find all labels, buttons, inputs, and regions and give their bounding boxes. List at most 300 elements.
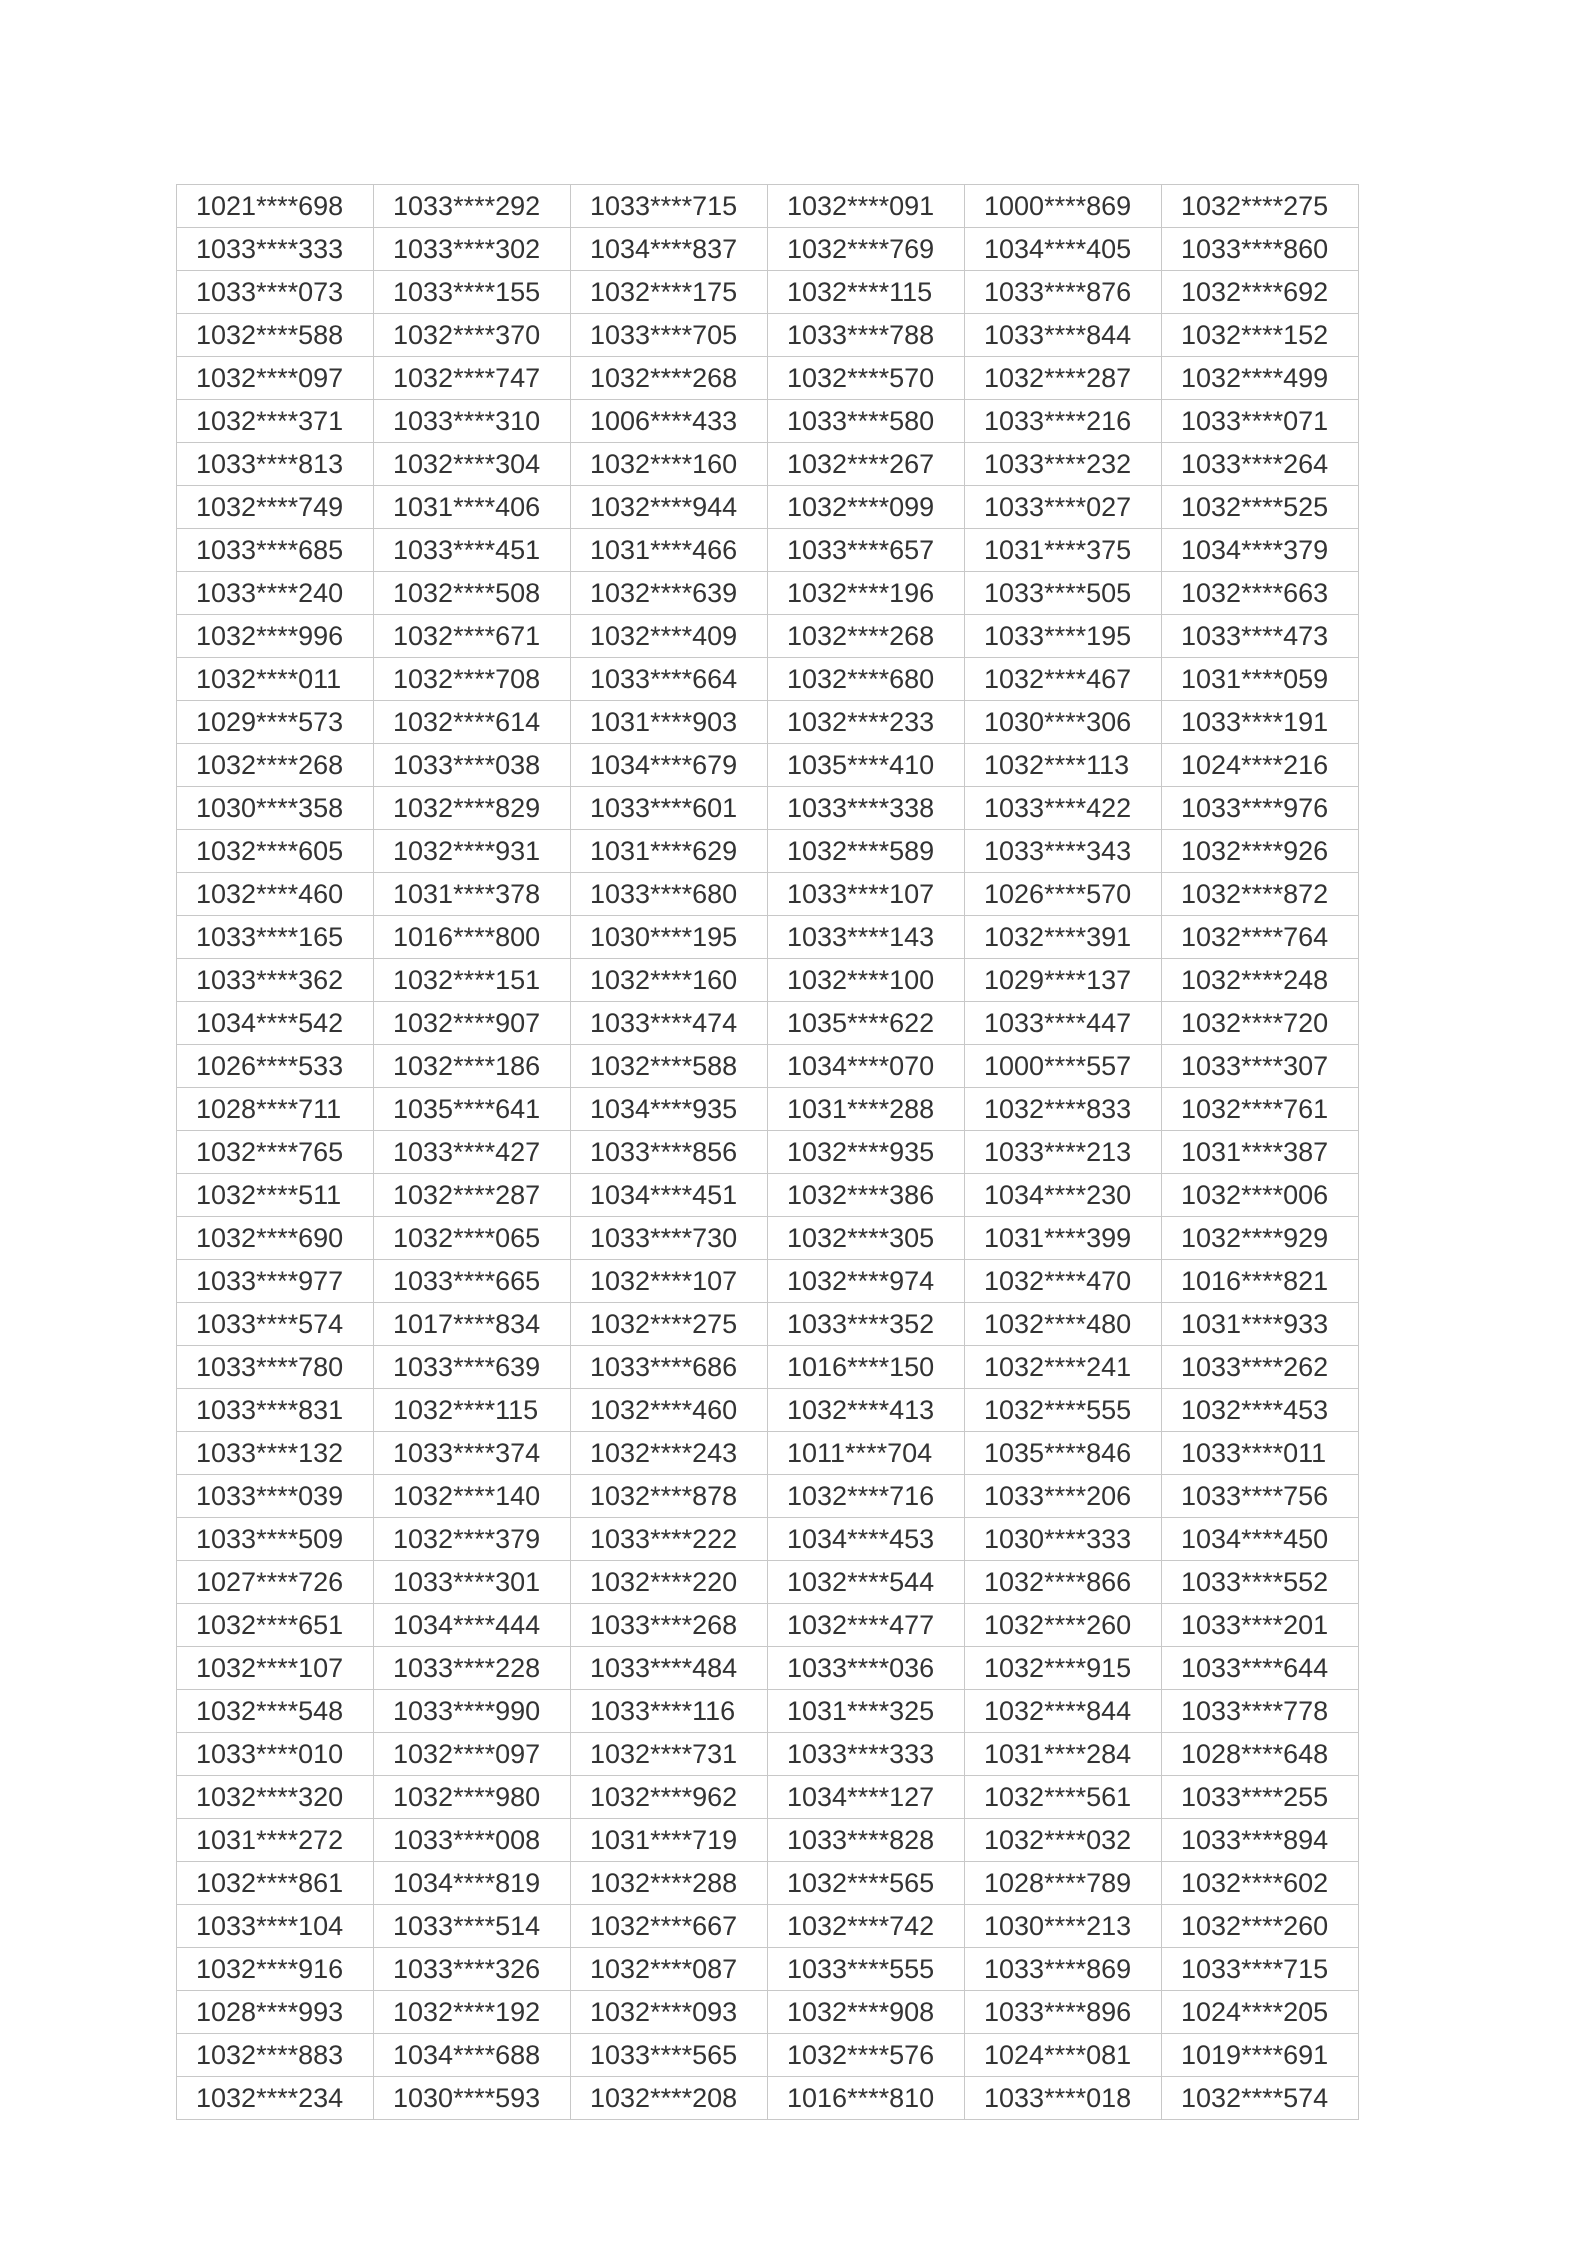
table-cell: 1032****186: [374, 1045, 571, 1088]
table-body: [177, 185, 1359, 2120]
table-row: [177, 1260, 1359, 1303]
table-cell: 1032****765: [177, 1131, 374, 1174]
table-cell: 1032****268: [177, 744, 374, 787]
table-cell: 1035****846: [965, 1432, 1162, 1475]
table-cell: 1032****639: [571, 572, 768, 615]
table-cell: 1032****996: [177, 615, 374, 658]
table-cell: 1033****451: [374, 529, 571, 572]
table-cell: 1032****671: [374, 615, 571, 658]
table-cell: 1032****208: [571, 2077, 768, 2120]
table-cell: 1033****232: [965, 443, 1162, 486]
table-cell: 1032****287: [374, 1174, 571, 1217]
table-cell: 1033****730: [571, 1217, 768, 1260]
table-row: [177, 1776, 1359, 1819]
table-cell: 1033****474: [571, 1002, 768, 1045]
table-cell: 1032****935: [768, 1131, 965, 1174]
table-cell: 1033****010: [177, 1733, 374, 1776]
table-cell: 1032****467: [965, 658, 1162, 701]
table-row: [177, 1174, 1359, 1217]
table-cell: 1032****588: [571, 1045, 768, 1088]
table-cell: 1032****275: [571, 1303, 768, 1346]
table-cell: 1033****644: [1162, 1647, 1359, 1690]
table-cell: 1031****272: [177, 1819, 374, 1862]
table-row: [177, 1862, 1359, 1905]
table-cell: 1033****447: [965, 1002, 1162, 1045]
table-row: [177, 185, 1359, 228]
table-cell: 1032****747: [374, 357, 571, 400]
table-cell: 1034****935: [571, 1088, 768, 1131]
table-cell: 1032****460: [571, 1389, 768, 1432]
table-cell: 1032****097: [374, 1733, 571, 1776]
table-cell: 1033****027: [965, 486, 1162, 529]
table-cell: 1033****565: [571, 2034, 768, 2077]
table-cell: 1033****195: [965, 615, 1162, 658]
table-row: [177, 1475, 1359, 1518]
table-cell: 1032****160: [571, 443, 768, 486]
table-cell: 1033****715: [571, 185, 768, 228]
table-cell: 1032****260: [965, 1604, 1162, 1647]
table-cell: 1032****511: [177, 1174, 374, 1217]
table-cell: 1032****099: [768, 486, 965, 529]
table-cell: 1032****908: [768, 1991, 965, 2034]
table-cell: 1033****132: [177, 1432, 374, 1475]
table-cell: 1034****451: [571, 1174, 768, 1217]
table-cell: 1031****325: [768, 1690, 965, 1733]
table-cell: 1032****690: [177, 1217, 374, 1260]
table-cell: 1033****715: [1162, 1948, 1359, 1991]
table-cell: 1033****008: [374, 1819, 571, 1862]
table-cell: 1032****151: [374, 959, 571, 1002]
table-cell: 1033****896: [965, 1991, 1162, 2034]
table-cell: 1033****705: [571, 314, 768, 357]
table-cell: 1033****307: [1162, 1045, 1359, 1088]
table-row: [177, 615, 1359, 658]
table-cell: 1016****810: [768, 2077, 965, 2120]
table-cell: 1032****931: [374, 830, 571, 873]
table-cell: 1032****680: [768, 658, 965, 701]
table-cell: 1033****352: [768, 1303, 965, 1346]
table-cell: 1033****326: [374, 1948, 571, 1991]
table-cell: 1033****976: [1162, 787, 1359, 830]
table-cell: 1032****915: [965, 1647, 1162, 1690]
table-cell: 1032****453: [1162, 1389, 1359, 1432]
table-cell: 1032****107: [177, 1647, 374, 1690]
table-row: [177, 830, 1359, 873]
table-cell: 1032****731: [571, 1733, 768, 1776]
table-row: [177, 2034, 1359, 2077]
table-cell: 1032****667: [571, 1905, 768, 1948]
table-cell: 1032****320: [177, 1776, 374, 1819]
table-cell: 1032****708: [374, 658, 571, 701]
table-row: [177, 1002, 1359, 1045]
table-cell: 1031****406: [374, 486, 571, 529]
table-row: [177, 787, 1359, 830]
table-cell: 1032****761: [1162, 1088, 1359, 1131]
table-cell: 1032****878: [571, 1475, 768, 1518]
table-cell: 1032****267: [768, 443, 965, 486]
table-cell: 1033****894: [1162, 1819, 1359, 1862]
table-cell: 1033****977: [177, 1260, 374, 1303]
table-cell: 1031****387: [1162, 1131, 1359, 1174]
table-cell: 1032****962: [571, 1776, 768, 1819]
table-cell: 1032****268: [768, 615, 965, 658]
table-cell: 1030****333: [965, 1518, 1162, 1561]
table-row: [177, 1819, 1359, 1862]
table-cell: 1033****011: [1162, 1432, 1359, 1475]
table-cell: 1033****262: [1162, 1346, 1359, 1389]
table-cell: 1031****629: [571, 830, 768, 873]
table-cell: 1033****201: [1162, 1604, 1359, 1647]
table-cell: 1032****883: [177, 2034, 374, 2077]
table-cell: 1033****206: [965, 1475, 1162, 1518]
table-cell: 1032****833: [965, 1088, 1162, 1131]
table-cell: 1033****509: [177, 1518, 374, 1561]
table-cell: 1032****548: [177, 1690, 374, 1733]
table-cell: 1032****929: [1162, 1217, 1359, 1260]
table-cell: 1033****213: [965, 1131, 1162, 1174]
table-cell: 1034****450: [1162, 1518, 1359, 1561]
table-row: [177, 1604, 1359, 1647]
table-cell: 1032****602: [1162, 1862, 1359, 1905]
table-cell: 1033****333: [177, 228, 374, 271]
table-row: [177, 314, 1359, 357]
table-cell: 1000****557: [965, 1045, 1162, 1088]
table-cell: 1033****574: [177, 1303, 374, 1346]
table-cell: 1033****036: [768, 1647, 965, 1690]
table-cell: 1029****137: [965, 959, 1162, 1002]
table-cell: 1033****039: [177, 1475, 374, 1518]
table-cell: 1016****150: [768, 1346, 965, 1389]
table-cell: 1034****819: [374, 1862, 571, 1905]
table-cell: 1024****081: [965, 2034, 1162, 2077]
table-row: [177, 916, 1359, 959]
table-row: [177, 357, 1359, 400]
table-cell: 1019****691: [1162, 2034, 1359, 2077]
table-row: [177, 1303, 1359, 1346]
table-cell: 1032****576: [768, 2034, 965, 2077]
table-cell: 1032****233: [768, 701, 965, 744]
table-cell: 1017****834: [374, 1303, 571, 1346]
table-cell: 1033****018: [965, 2077, 1162, 2120]
table-cell: 1032****413: [768, 1389, 965, 1432]
table-cell: 1033****860: [1162, 228, 1359, 271]
table-row: [177, 1217, 1359, 1260]
table-cell: 1032****032: [965, 1819, 1162, 1862]
table-cell: 1032****097: [177, 357, 374, 400]
table-cell: 1033****143: [768, 916, 965, 959]
table-cell: 1032****480: [965, 1303, 1162, 1346]
table-cell: 1031****059: [1162, 658, 1359, 701]
table-cell: 1032****614: [374, 701, 571, 744]
table-cell: 1033****778: [1162, 1690, 1359, 1733]
table-cell: 1033****580: [768, 400, 965, 443]
table-cell: 1032****248: [1162, 959, 1359, 1002]
table-row: [177, 228, 1359, 271]
table-row: [177, 1948, 1359, 1991]
table-cell: 1032****926: [1162, 830, 1359, 873]
table-cell: 1033****292: [374, 185, 571, 228]
table-cell: 1034****379: [1162, 529, 1359, 572]
table-cell: 1032****588: [177, 314, 374, 357]
table-cell: 1031****933: [1162, 1303, 1359, 1346]
table-cell: 1032****115: [768, 271, 965, 314]
table-cell: 1032****742: [768, 1905, 965, 1948]
table-cell: 1032****288: [571, 1862, 768, 1905]
table-row: [177, 959, 1359, 1002]
table-cell: 1033****116: [571, 1690, 768, 1733]
table-cell: 1031****466: [571, 529, 768, 572]
table-cell: 1031****378: [374, 873, 571, 916]
table-cell: 1033****338: [768, 787, 965, 830]
table-cell: 1034****444: [374, 1604, 571, 1647]
table-cell: 1028****789: [965, 1862, 1162, 1905]
table-cell: 1033****071: [1162, 400, 1359, 443]
table-cell: 1032****508: [374, 572, 571, 615]
table-cell: 1032****243: [571, 1432, 768, 1475]
table-cell: 1033****333: [768, 1733, 965, 1776]
table-cell: 1028****648: [1162, 1733, 1359, 1776]
table-cell: 1032****499: [1162, 357, 1359, 400]
table-cell: 1033****869: [965, 1948, 1162, 1991]
table-cell: 1033****310: [374, 400, 571, 443]
table-cell: 1031****288: [768, 1088, 965, 1131]
table-row: [177, 486, 1359, 529]
table-cell: 1032****589: [768, 830, 965, 873]
table-cell: 1032****386: [768, 1174, 965, 1217]
table-cell: 1032****769: [768, 228, 965, 271]
table-cell: 1031****284: [965, 1733, 1162, 1776]
table-cell: 1032****829: [374, 787, 571, 830]
table-cell: 1032****565: [768, 1862, 965, 1905]
table-cell: 1011****704: [768, 1432, 965, 1475]
table-row: [177, 701, 1359, 744]
table-cell: 1033****686: [571, 1346, 768, 1389]
table-cell: 1032****192: [374, 1991, 571, 2034]
table-cell: 1032****720: [1162, 1002, 1359, 1045]
table-cell: 1030****213: [965, 1905, 1162, 1948]
table-cell: 1031****719: [571, 1819, 768, 1862]
table-cell: 1032****087: [571, 1948, 768, 1991]
table-cell: 1032****605: [177, 830, 374, 873]
table-row: [177, 1905, 1359, 1948]
table-cell: 1029****573: [177, 701, 374, 744]
table-cell: 1032****651: [177, 1604, 374, 1647]
table-row: [177, 572, 1359, 615]
table-row: [177, 1131, 1359, 1174]
table-cell: 1033****301: [374, 1561, 571, 1604]
table-cell: 1033****657: [768, 529, 965, 572]
table-row: [177, 529, 1359, 572]
table-row: [177, 1346, 1359, 1389]
table-cell: 1030****358: [177, 787, 374, 830]
table-cell: 1032****974: [768, 1260, 965, 1303]
table-row: [177, 1432, 1359, 1475]
table-cell: 1033****038: [374, 744, 571, 787]
table-cell: 1030****195: [571, 916, 768, 959]
table-cell: 1026****570: [965, 873, 1162, 916]
table-cell: 1032****663: [1162, 572, 1359, 615]
table-row: [177, 443, 1359, 486]
table-row: [177, 2077, 1359, 2120]
table-cell: 1034****837: [571, 228, 768, 271]
table-cell: 1032****980: [374, 1776, 571, 1819]
table-cell: 1032****477: [768, 1604, 965, 1647]
table-cell: 1032****371: [177, 400, 374, 443]
table-row: [177, 1561, 1359, 1604]
table-cell: 1033****680: [571, 873, 768, 916]
table-row: [177, 1045, 1359, 1088]
table-cell: 1033****601: [571, 787, 768, 830]
table-cell: 1032****570: [768, 357, 965, 400]
table-cell: 1033****555: [768, 1948, 965, 1991]
table-row: [177, 744, 1359, 787]
table-cell: 1032****574: [1162, 2077, 1359, 2120]
table-cell: 1032****764: [1162, 916, 1359, 959]
table-cell: 1032****844: [965, 1690, 1162, 1733]
table-cell: 1033****374: [374, 1432, 571, 1475]
table-cell: 1032****268: [571, 357, 768, 400]
table-cell: 1033****216: [965, 400, 1162, 443]
table-cell: 1032****749: [177, 486, 374, 529]
table-cell: 1021****698: [177, 185, 374, 228]
table-row: [177, 1991, 1359, 2034]
table-cell: 1033****362: [177, 959, 374, 1002]
table-row: [177, 1389, 1359, 1432]
table-cell: 1032****175: [571, 271, 768, 314]
table-cell: 1033****788: [768, 314, 965, 357]
table-cell: 1032****370: [374, 314, 571, 357]
table-cell: 1032****006: [1162, 1174, 1359, 1217]
table-cell: 1032****305: [768, 1217, 965, 1260]
table-cell: 1035****622: [768, 1002, 965, 1045]
table-cell: 1032****196: [768, 572, 965, 615]
table-cell: 1033****165: [177, 916, 374, 959]
table-cell: 1032****907: [374, 1002, 571, 1045]
table-cell: 1032****113: [965, 744, 1162, 787]
table-cell: 1034****688: [374, 2034, 571, 2077]
table-cell: 1032****091: [768, 185, 965, 228]
table-row: [177, 400, 1359, 443]
table-cell: 1032****460: [177, 873, 374, 916]
table-cell: 1033****473: [1162, 615, 1359, 658]
table-cell: 1034****070: [768, 1045, 965, 1088]
table-cell: 1032****861: [177, 1862, 374, 1905]
table-row: [177, 1690, 1359, 1733]
table-row: [177, 1088, 1359, 1131]
table-cell: 1034****127: [768, 1776, 965, 1819]
table-cell: 1032****379: [374, 1518, 571, 1561]
table-cell: 1033****505: [965, 572, 1162, 615]
table-cell: 1033****073: [177, 271, 374, 314]
table-cell: 1032****555: [965, 1389, 1162, 1432]
table-cell: 1028****711: [177, 1088, 374, 1131]
table-cell: 1032****304: [374, 443, 571, 486]
table-row: [177, 1518, 1359, 1561]
table-cell: 1033****665: [374, 1260, 571, 1303]
table-cell: 1033****828: [768, 1819, 965, 1862]
table-cell: 1035****641: [374, 1088, 571, 1131]
table-cell: 1033****639: [374, 1346, 571, 1389]
table-cell: 1033****228: [374, 1647, 571, 1690]
table-cell: 1034****230: [965, 1174, 1162, 1217]
table-cell: 1033****664: [571, 658, 768, 701]
table-cell: 1032****866: [965, 1561, 1162, 1604]
table-cell: 1033****856: [571, 1131, 768, 1174]
table-cell: 1032****160: [571, 959, 768, 1002]
table-cell: 1033****155: [374, 271, 571, 314]
table-cell: 1033****844: [965, 314, 1162, 357]
table-cell: 1032****916: [177, 1948, 374, 1991]
table-cell: 1030****593: [374, 2077, 571, 2120]
table-cell: 1032****011: [177, 658, 374, 701]
table-cell: 1033****514: [374, 1905, 571, 1948]
table-cell: 1028****993: [177, 1991, 374, 2034]
table-cell: 1032****152: [1162, 314, 1359, 357]
table-cell: 1031****903: [571, 701, 768, 744]
table-row: [177, 658, 1359, 701]
masked-id-table: [176, 184, 1359, 2120]
table-cell: 1032****692: [1162, 271, 1359, 314]
table-cell: 1032****260: [1162, 1905, 1359, 1948]
table-cell: 1033****222: [571, 1518, 768, 1561]
table-cell: 1032****872: [1162, 873, 1359, 916]
table-cell: 1034****679: [571, 744, 768, 787]
table-row: [177, 271, 1359, 314]
table-cell: 1033****255: [1162, 1776, 1359, 1819]
table-cell: 1033****268: [571, 1604, 768, 1647]
table-cell: 1033****876: [965, 271, 1162, 314]
table-cell: 1016****800: [374, 916, 571, 959]
table-cell: 1027****726: [177, 1561, 374, 1604]
table-cell: 1032****470: [965, 1260, 1162, 1303]
table-cell: 1032****115: [374, 1389, 571, 1432]
table-cell: 1032****287: [965, 357, 1162, 400]
table-cell: 1032****391: [965, 916, 1162, 959]
table-cell: 1033****685: [177, 529, 374, 572]
table-cell: 1035****410: [768, 744, 965, 787]
table-cell: 1033****302: [374, 228, 571, 271]
table-cell: 1034****542: [177, 1002, 374, 1045]
table-cell: 1033****104: [177, 1905, 374, 1948]
table-cell: 1000****869: [965, 185, 1162, 228]
table-cell: 1016****821: [1162, 1260, 1359, 1303]
table-cell: 1033****756: [1162, 1475, 1359, 1518]
table-cell: 1030****306: [965, 701, 1162, 744]
table-cell: 1032****525: [1162, 486, 1359, 529]
table-cell: 1032****275: [1162, 185, 1359, 228]
table-cell: 1032****234: [177, 2077, 374, 2120]
table-cell: 1032****409: [571, 615, 768, 658]
table-cell: 1031****399: [965, 1217, 1162, 1260]
table-cell: 1032****107: [571, 1260, 768, 1303]
table-cell: 1034****453: [768, 1518, 965, 1561]
table-cell: 1033****343: [965, 830, 1162, 873]
table-cell: 1033****107: [768, 873, 965, 916]
table-cell: 1032****065: [374, 1217, 571, 1260]
table-row: [177, 1733, 1359, 1776]
table-cell: 1034****405: [965, 228, 1162, 271]
table-cell: 1033****191: [1162, 701, 1359, 744]
table-cell: 1033****780: [177, 1346, 374, 1389]
table-cell: 1032****716: [768, 1475, 965, 1518]
table-cell: 1032****561: [965, 1776, 1162, 1819]
table-cell: 1033****422: [965, 787, 1162, 830]
table-cell: 1033****264: [1162, 443, 1359, 486]
table-row: [177, 873, 1359, 916]
table-row: [177, 1647, 1359, 1690]
table-cell: 1032****140: [374, 1475, 571, 1518]
table-cell: 1033****990: [374, 1690, 571, 1733]
